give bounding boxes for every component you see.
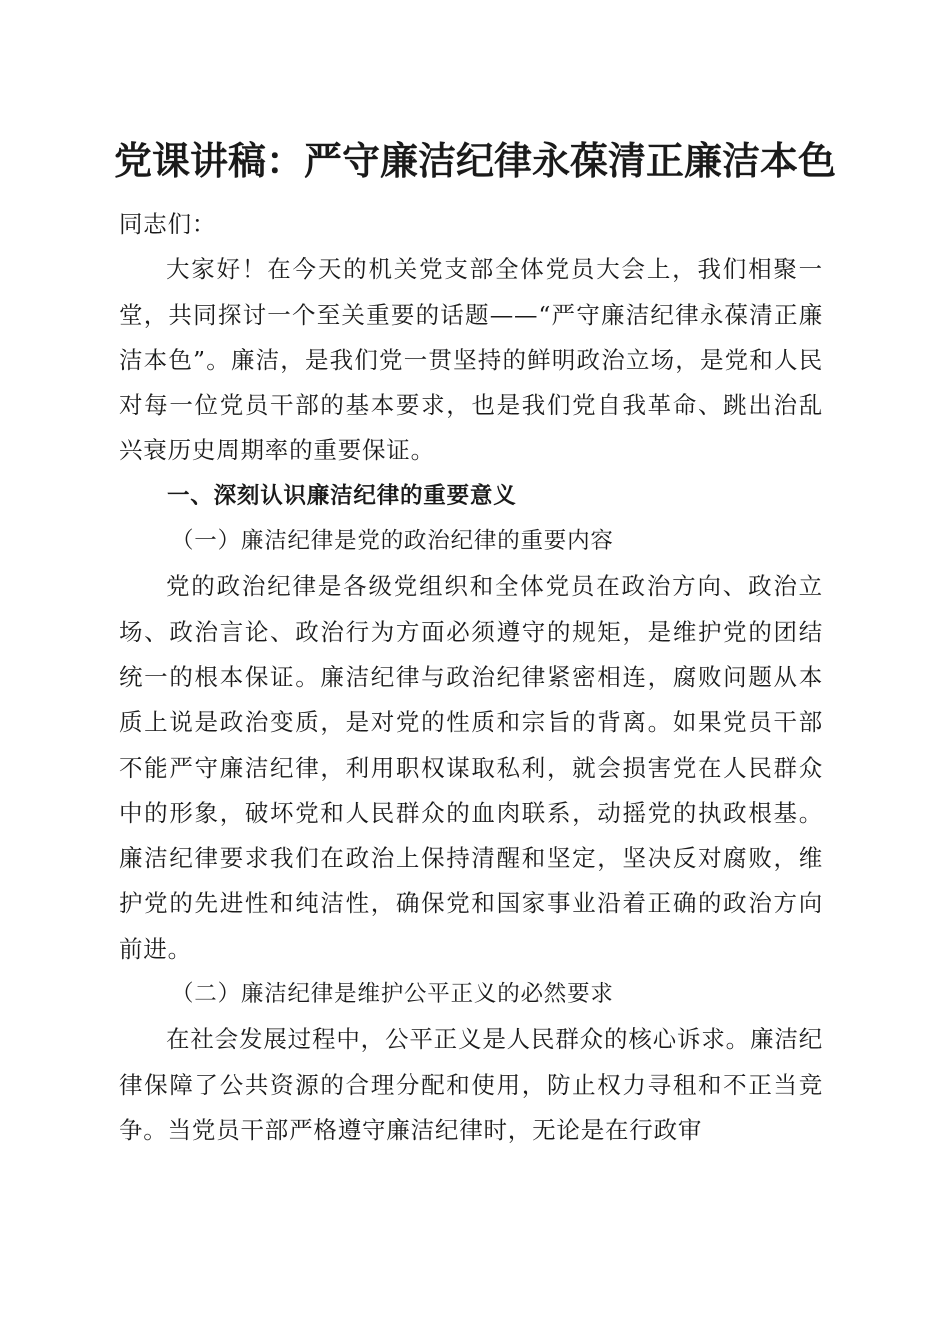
subsection-2-paragraph: 在社会发展过程中，公平正义是人民群众的核心诉求。廉洁纪律保障了公共资源的合理分配和使用，防止权力寻租和不正当竞争。当党员干部严格遵守廉洁纪律时，无论是在行政审	[119, 1025, 823, 1144]
salutation: 同志们：	[119, 210, 217, 238]
intro-paragraph: 大家好！在今天的机关党支部全体党员大会上，我们相聚一堂，共同探讨一个至关重要的话题——“严守廉洁纪律永葆清正廉洁本色”。廉洁，是我们党一贯坚持的鲜明政治立场，是党和人民对每一位党员干部的基本要求，也是我们党自我革命、跳出治乱兴衰历史周期率的重要保证。	[119, 255, 823, 465]
document-body	[119, 202, 823, 1153]
section-heading-1: 一、深刻认识廉洁纪律的重要意义	[167, 482, 517, 509]
subsection-heading-1: （一）廉洁纪律是党的政治纪律的重要内容	[171, 528, 614, 555]
subsection-heading-2: （二）廉洁纪律是维护公平正义的必然要求	[171, 981, 614, 1008]
page-title: 党课讲稿：严守廉洁纪律永葆清正廉洁本色	[113, 138, 836, 183]
subsection-1-paragraph: 党的政治纪律是各级党组织和全体党员在政治方向、政治立场、政治言论、政治行为方面必须遵守的规矩，是维护党的团结统一的根本保证。廉洁纪律与政治纪律紧密相连，腐败问题从本质上说是政治变质，是对党的性质和宗旨的背离。如果党员干部不能严守廉洁纪律，利用职权谋取私利，就会损害党在人民群众中的形象，破坏党和人民群众的血肉联系，动摇党的执政根基。廉洁纪律要求我们在政治上保持清醒和坚定，坚决反对腐败，维护党的先进性和纯洁性，确保党和国家事业沿着正确的政治方向前进。	[119, 572, 823, 963]
